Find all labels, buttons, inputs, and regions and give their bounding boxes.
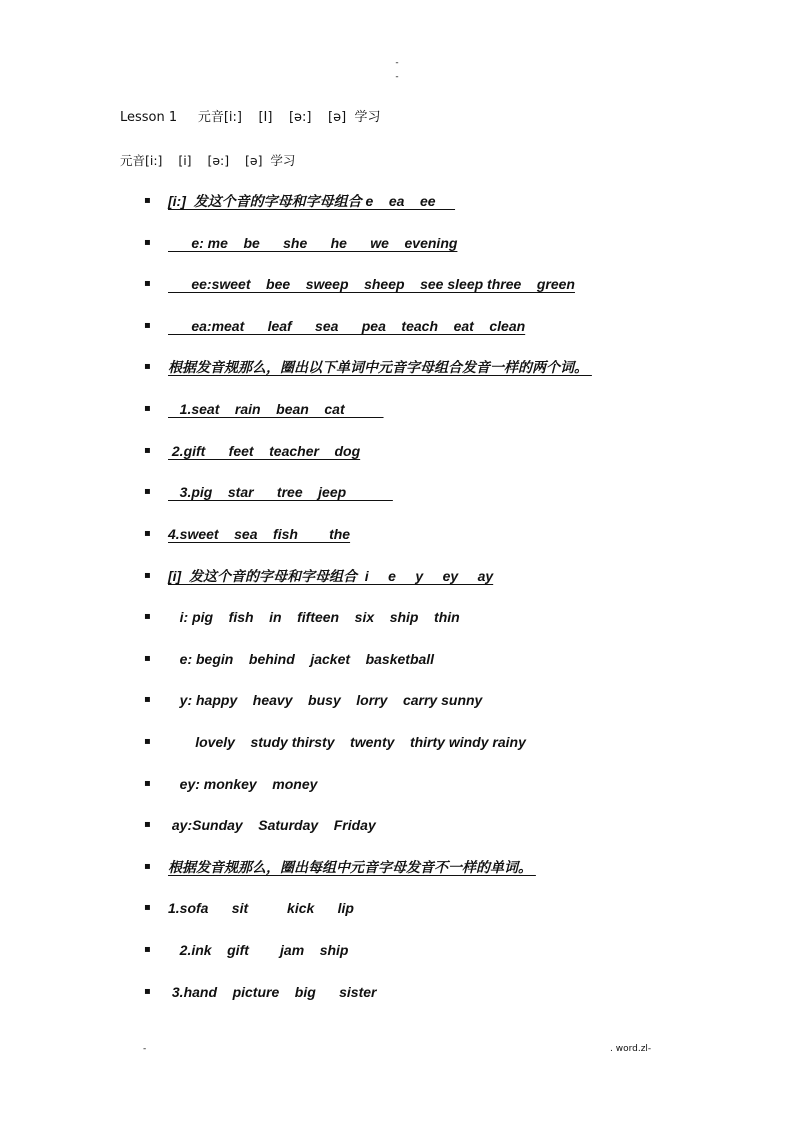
list-item (144, 357, 592, 377)
bullet-icon: ▪ (144, 819, 151, 830)
list-item (144, 982, 377, 1002)
list-item (144, 898, 354, 918)
list-item (144, 774, 317, 794)
list-item-text: ea:meat leaf sea pea teach eat clean (168, 318, 526, 334)
bullet-icon: ▪ (144, 736, 151, 747)
list-item (144, 857, 536, 877)
header-mark-top: - (395, 58, 399, 68)
list-item-text: 2.ink gift jam ship (168, 942, 349, 958)
list-item (144, 524, 350, 544)
list-item-text: [i:] 发这个音的字母和字母组合 e ea ee (168, 193, 456, 209)
lesson-title: Lesson 1 元音[i:] [I] [ə:] [ə] 学习 (120, 110, 381, 125)
bullet-icon: ▪ (144, 902, 151, 913)
list-item-text: ey: monkey money (168, 776, 318, 792)
list-item (144, 566, 493, 586)
bullet-icon: ▪ (144, 486, 151, 497)
list-item-text: i: pig fish in fifteen six ship thin (168, 609, 460, 625)
bullet-icon: ▪ (144, 403, 151, 414)
bullet-icon: ▪ (144, 528, 151, 539)
list-item-text: 根据发音规那么，圈出每组中元音字母发音不一样的单词。 (168, 859, 536, 875)
footer-source-text: . word.zl- (610, 1044, 652, 1054)
list-item (144, 940, 348, 960)
list-item-text: 4.sweet sea fish the (168, 526, 351, 542)
list-item-text: y: happy heavy busy lorry carry sunny (168, 692, 483, 708)
list-item (144, 441, 360, 461)
list-item (144, 732, 526, 752)
list-item (144, 233, 457, 253)
bullet-icon: ▪ (144, 778, 151, 789)
list-item-text: 2.gift feet teacher dog (168, 443, 361, 459)
list-item (144, 316, 525, 336)
bullet-icon: ▪ (144, 570, 151, 581)
bullet-icon: ▪ (144, 237, 151, 248)
list-item (144, 607, 460, 627)
list-item (144, 649, 434, 669)
bullet-icon: ▪ (144, 361, 151, 372)
list-item-text: lovely study thirsty twenty thirty windy rainy (168, 734, 526, 750)
list-item-text: e: begin behind jacket basketball (168, 651, 435, 667)
list-item-text: 1.seat rain bean cat (168, 401, 384, 417)
list-item-text: e: me be she he we evening (168, 235, 458, 251)
list-item (144, 482, 393, 502)
list-item-text: 3.hand picture big sister (168, 984, 377, 1000)
list-item-text: 根据发音规那么，圈出以下单词中元音字母组合发音一样的两个词。 (168, 359, 592, 375)
footer-left-mark: - (143, 1044, 147, 1054)
bullet-icon: ▪ (144, 986, 151, 997)
list-item (144, 399, 384, 419)
list-item-text: ay:Sunday Saturday Friday (168, 817, 376, 833)
list-item (144, 191, 455, 211)
bullet-icon: ▪ (144, 861, 151, 872)
list-item-text: ee:sweet bee sweep sheep see sleep three green (168, 276, 575, 292)
list-item-text: 3.pig star tree jeep (168, 484, 393, 500)
bullet-icon: ▪ (144, 320, 151, 331)
bullet-icon: ▪ (144, 944, 151, 955)
bullet-icon: ▪ (144, 694, 151, 705)
bullet-icon: ▪ (144, 278, 151, 289)
list-item (144, 274, 575, 294)
bullet-icon: ▪ (144, 195, 151, 206)
list-item (144, 690, 482, 710)
header-mark-bottom: - (395, 72, 399, 82)
bullet-icon: ▪ (144, 611, 151, 622)
list-item-text: [i] 发这个音的字母和字母组合 i e y ey ay (168, 568, 494, 584)
bullet-icon: ▪ (144, 653, 151, 664)
lesson-subtitle: 元音[i:] [i] [ə:] [ə] 学习 (120, 153, 296, 168)
bullet-icon: ▪ (144, 445, 151, 456)
list-item-text: 1.sofa sit kick lip (168, 900, 354, 916)
list-item (144, 815, 376, 835)
